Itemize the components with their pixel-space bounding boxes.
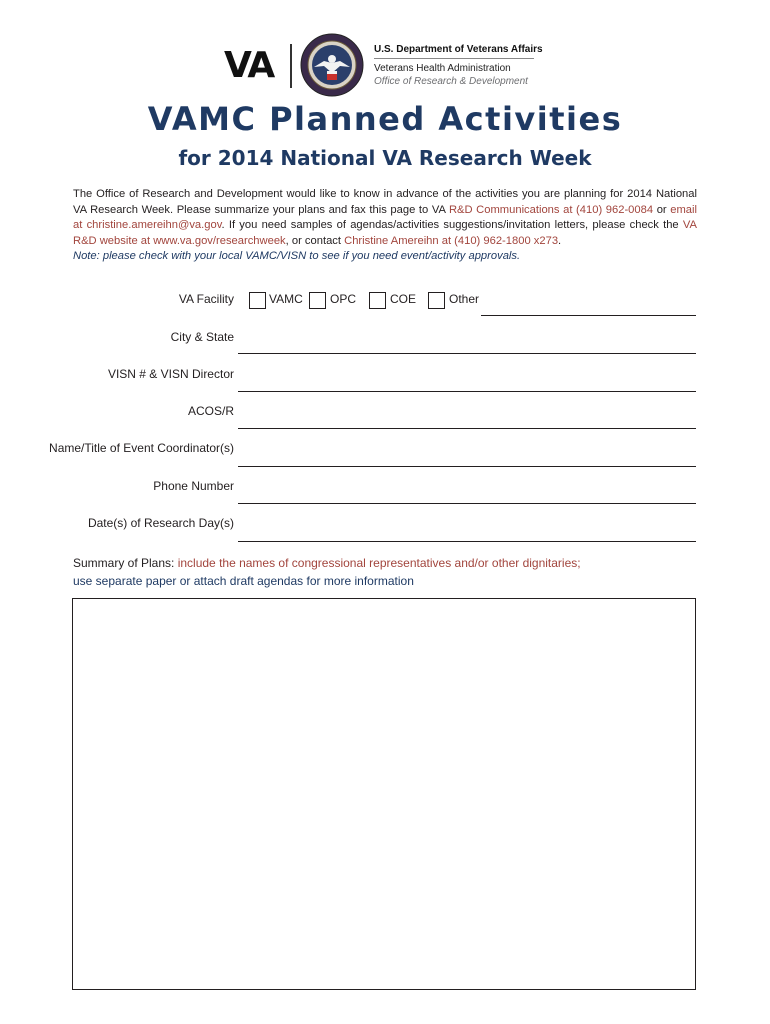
intro-text-5: . (558, 234, 562, 247)
city-state-label: City & State (170, 330, 234, 344)
va-logo: VA (224, 45, 274, 86)
administration-name: Veterans Health Administration (374, 63, 511, 74)
summary-title: Summary of Plans: (73, 556, 178, 570)
option-other-label: Other (449, 292, 480, 306)
contact-link[interactable]: Christine Amereihn at (410) 962-1800 x273 (344, 234, 559, 247)
visn-director-label: VISN # & VISN Director (107, 367, 234, 381)
visn-director-input[interactable] (238, 391, 696, 392)
event-coordinator-label: Name/Title of Event Coordinator(s) (49, 441, 234, 455)
summary-hint-dignitaries: include the names of congressional representatives and/or other dignitaries; (177, 556, 581, 570)
office-name: Office of Research & Development (374, 76, 528, 87)
option-opc-label: OPC (330, 292, 357, 306)
page-title: VAMC Planned Activities (147, 100, 623, 138)
department-name: U.S. Department of Veterans Affairs (374, 44, 543, 55)
intro-text-2: or (653, 203, 671, 216)
logo-divider (290, 44, 292, 88)
website-link[interactable]: VA R&D website at www.va.gov/researchweek (73, 219, 697, 247)
checkbox-vamc[interactable] (249, 292, 266, 309)
checkbox-opc[interactable] (309, 292, 326, 309)
summary-of-plans-textarea[interactable] (72, 598, 696, 990)
acos-r-input[interactable] (238, 428, 696, 429)
intro-paragraph (73, 187, 697, 265)
phone-number-input[interactable] (238, 503, 696, 504)
checkbox-coe[interactable] (369, 292, 386, 309)
fax-link[interactable]: R&D Communications at (410) 962-0084 (448, 203, 654, 216)
research-day-dates-label: Date(s) of Research Day(s) (87, 516, 234, 530)
other-input-line[interactable] (481, 315, 696, 316)
intro-text-4: , or contact (285, 234, 345, 247)
acos-r-label: ACOS/R (187, 404, 234, 418)
city-state-input[interactable] (238, 353, 696, 354)
option-coe-label: COE (390, 292, 417, 306)
intro-text-3: . If you need samples of agendas/activities suggestions/invitation letters, please check the (221, 219, 683, 232)
email-link[interactable]: email at christine.amereihn@va.gov (73, 203, 697, 232)
approval-note: Note: please check with your local VAMC/VISN to see if you need event/activity approvals. (73, 250, 521, 263)
page-subtitle: for 2014 National VA Research Week (178, 146, 592, 170)
option-vamc-label: VAMC (269, 292, 303, 306)
summary-hint-attachments: use separate paper or attach draft agendas for more information (73, 574, 414, 588)
intro-text-1: The Office of Research and Development would like to know in advance of the activities you are planning for 2014 National VA Research Week. Please summarize your plans and fax this page to VA (73, 188, 697, 216)
summary-label (73, 554, 713, 590)
header-rule (374, 58, 534, 59)
phone-number-label: Phone Number (153, 479, 234, 493)
research-day-dates-input[interactable] (238, 541, 696, 542)
va-seal-icon (300, 33, 364, 97)
checkbox-other[interactable] (428, 292, 445, 309)
event-coordinator-input[interactable] (238, 466, 696, 467)
facility-label: VA Facility (178, 292, 234, 306)
